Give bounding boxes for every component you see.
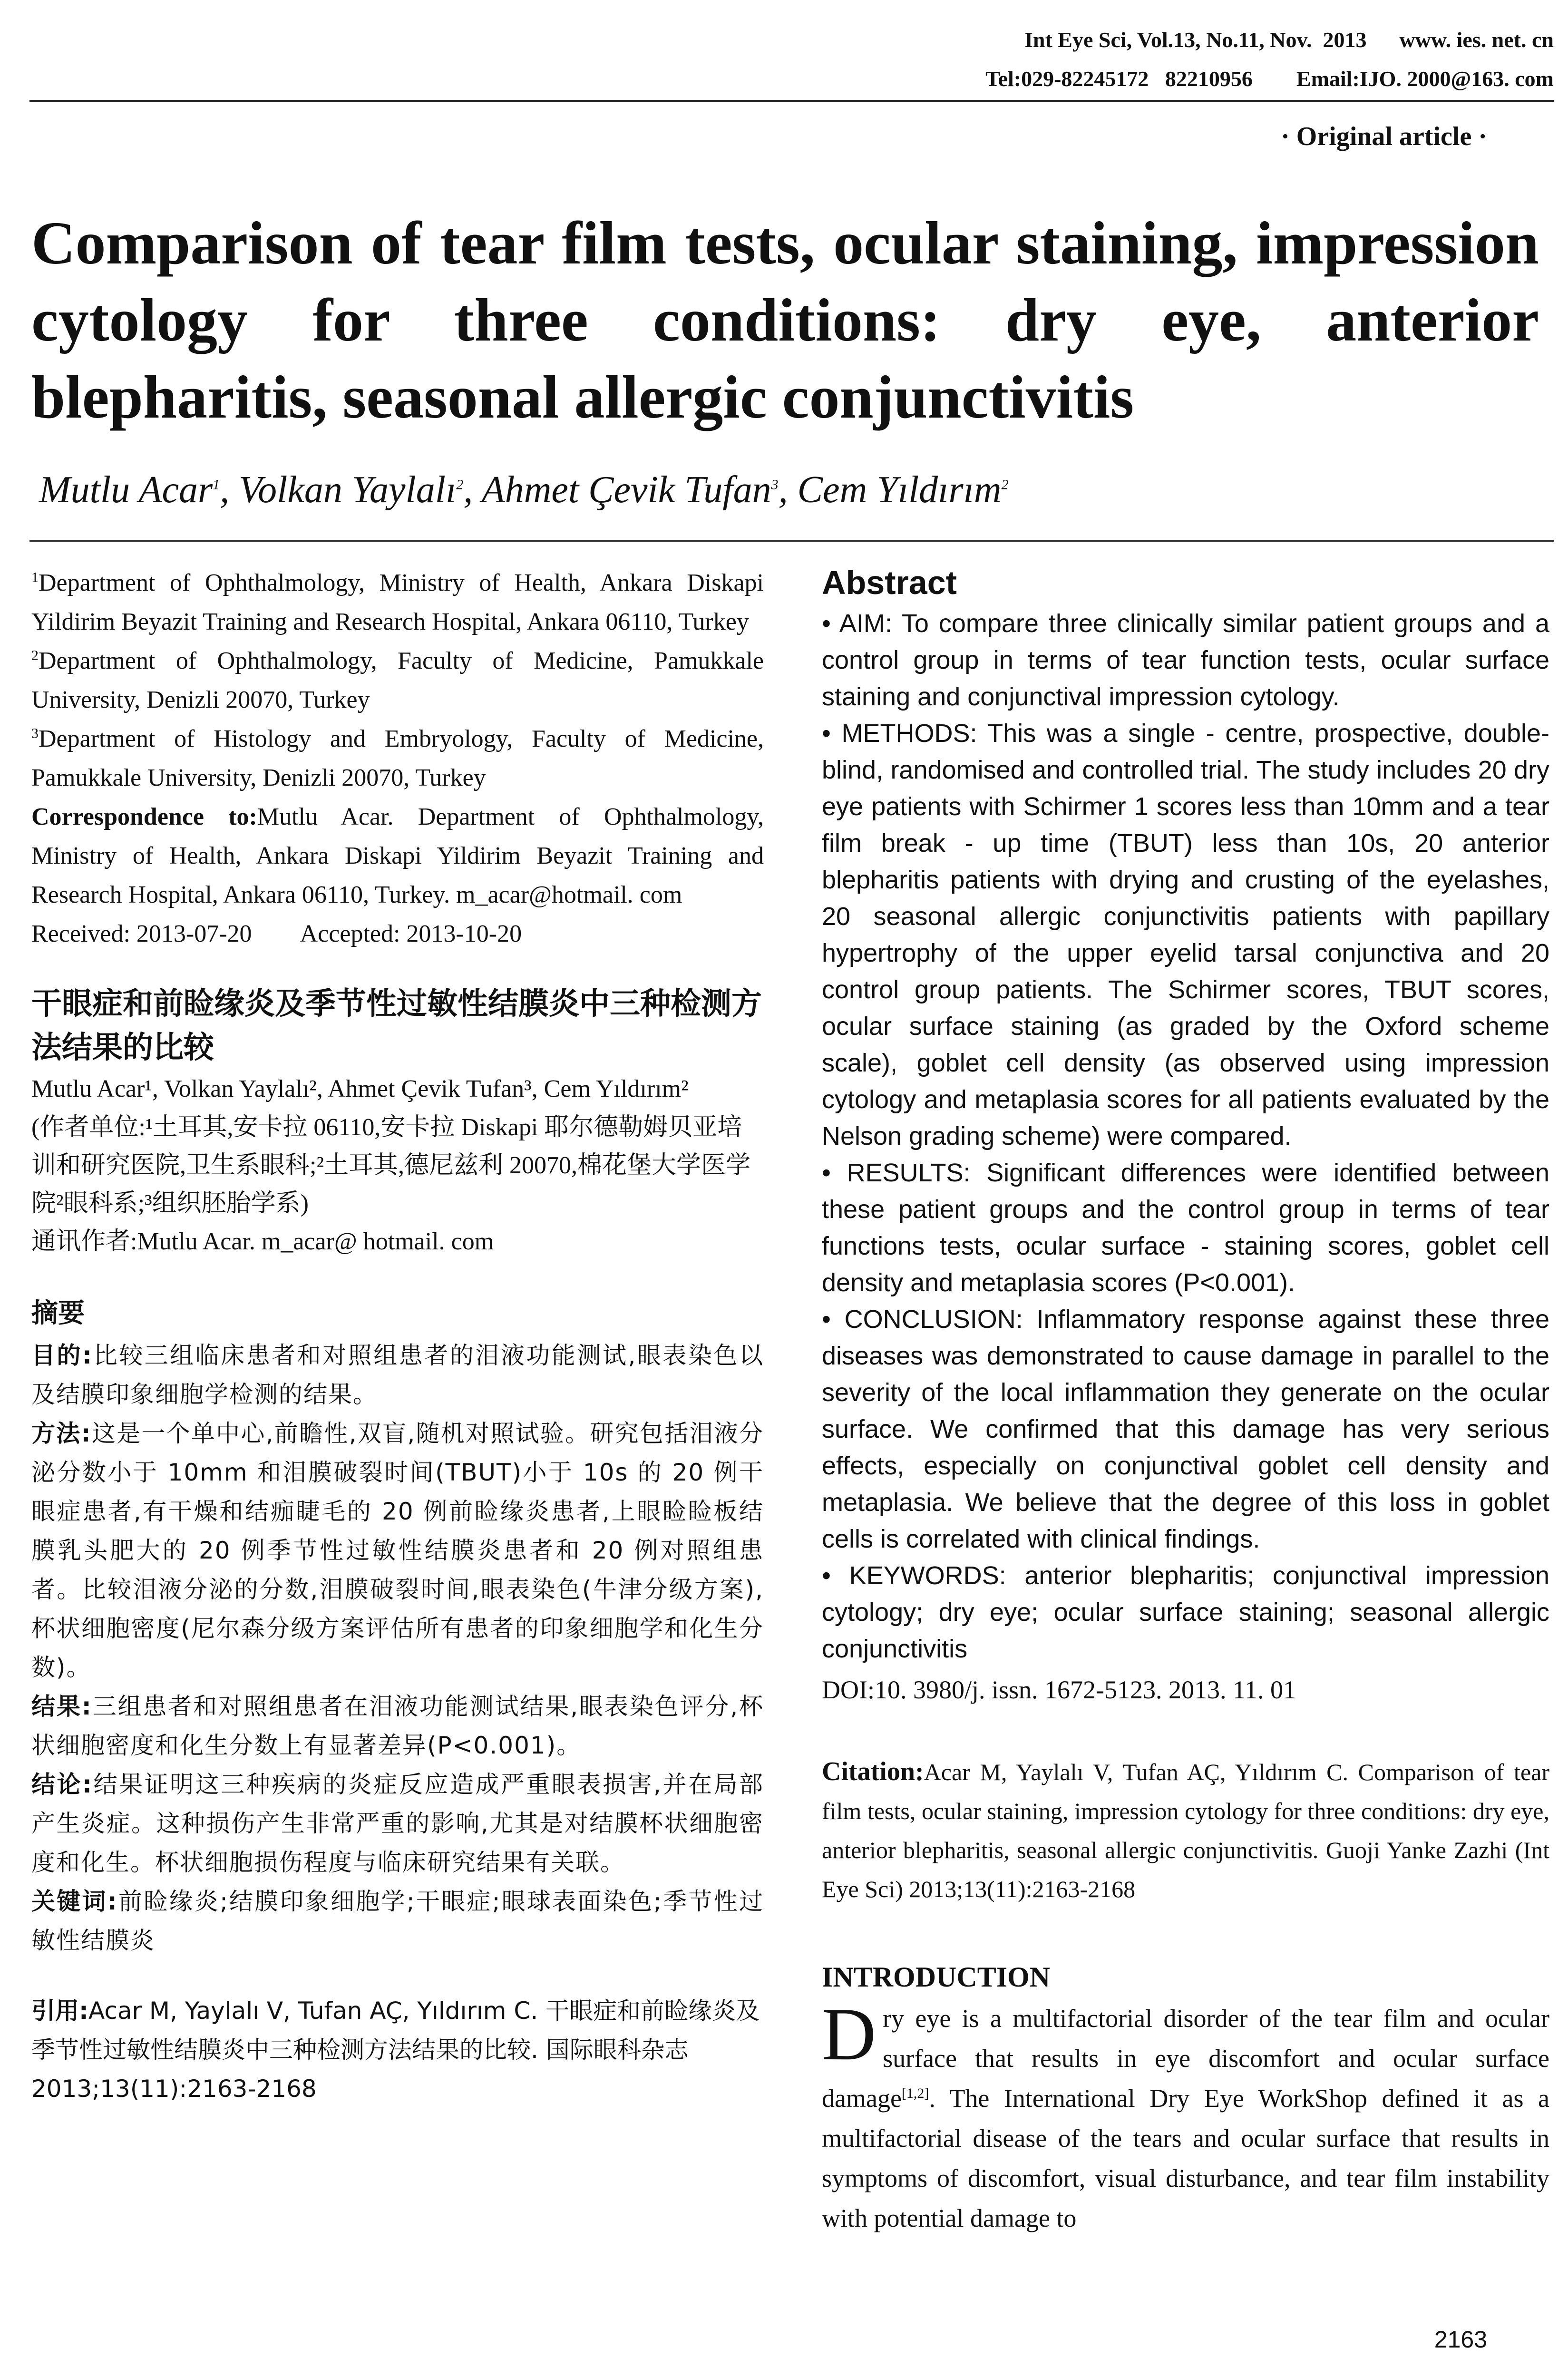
chinese-results-text: 三组患者和对照组患者在泪液功能测试结果,眼表染色评分,杯状细胞密度和化生分数上有显著差异(P<0.001)。 [31,1693,764,1759]
left-column [31,564,764,2108]
author-affiliation-mark: 2 [1001,477,1009,493]
author-name: Mutlu Acar [39,469,213,511]
abstract-results-text: Significant differences were identified between these patient groups and the control group in terms of tear functions tests, ocular surface - staining scores, goblet cell density and metaplasia scores (P<0.001). [822,1159,1549,1297]
article-title: Comparison of tear film tests, ocular staining, impression cytology for three conditions: dry eye, anterior blepharitis, seasonal allergic conjunctivitis [31,209,1539,431]
affiliation-text: Department of Ophthalmology, Ministry of Health, Ankara Diskapi Yildirim Beyazit Training and Research Hospital, Ankara 06110, Turkey [31,569,764,635]
chinese-keywords [31,1882,764,1960]
chinese-methods [31,1414,764,1687]
affiliation-mark: 2 [31,647,39,663]
abstract-heading: Abstract [822,564,957,601]
abstract-aim-label: • AIM: [822,609,892,638]
chinese-results [31,1687,764,1765]
author-affiliation-mark: 1 [213,477,220,493]
chinese-results-label: 结果: [31,1693,92,1720]
chinese-aim [31,1336,764,1414]
article-type: · Original article · [1281,122,1487,151]
reference-mark: [1,2] [901,2085,929,2101]
correspondence-text: Mutlu Acar. Department of Ophthalmology, Ministry of Health, Ankara Diskapi Yildirim Beyazit Training and Research Hospital, Ankara 06110, Turkey. m_acar@hotmail. com [31,803,764,908]
introduction-heading: INTRODUCTION [822,1961,1051,1993]
affiliation-mark: 3 [31,725,39,741]
chinese-aim-text: 比较三组临床患者和对照组患者的泪液功能测试,眼表染色以及结膜印象细胞学检测的结果。 [31,1342,764,1408]
citation-label: Citation: [822,1757,924,1786]
abstract-results [822,1155,1549,1301]
introduction-text-continued: . The International Dry Eye WorkShop defined it as a multifactorial disease of the tears and ocular surface that results in symptoms of discomfort, visual disturbance, and tear film instability with potential damage to [822,2084,1549,2232]
abstract-conclusion-text: Inflammatory response against these three diseases was demonstrated to cause damage in parallel to the severity of the local inflammation they generate on the ocular surface. We confirmed that this damage has very serious effects, especially on conjunctival goblet cell density and metaplasia. We believe that the degree of this loss in goblet cells is correlated with clinical findings. [822,1305,1549,1553]
page-number: 2163 [1434,2326,1487,2353]
author-name: , Volkan Yaylalı [220,469,457,511]
abstract-keywords [822,1558,1549,1667]
chinese-citation-text: Acar M, Yaylalı V, Tufan AÇ, Yıldırım C. 干眼症和前睑缘炎及季节性过敏性结膜炎中三种检测方法结果的比较. 国际眼科杂志 2013;13(11):2163-2168 [31,1997,760,2103]
chinese-aim-label: 目的: [31,1342,93,1369]
abstract-conclusion [822,1301,1549,1558]
affiliation-text: Department of Ophthalmology, Faculty of Medicine, Pamukkale University, Denizli 20070, Turkey [31,647,764,713]
affiliation-text: Department of Histology and Embryology, Faculty of Medicine, Pamukkale University, Denizli 20070, Turkey [31,725,764,791]
correspondence [31,798,764,915]
journal-header-line1: Int Eye Sci, Vol.13, No.11, Nov. 2013 www. ies. net. cn [1024,28,1554,52]
chinese-keywords-text: 前睑缘炎;结膜印象细胞学;干眼症;眼球表面染色;季节性过敏性结膜炎 [31,1888,764,1954]
affiliation-1 [31,564,764,642]
author-affiliation-mark: 3 [771,477,779,493]
chinese-title: 干眼症和前睑缘炎及季节性过敏性结膜炎中三种检测方法结果的比较 [31,986,762,1065]
chinese-methods-label: 方法: [31,1420,92,1447]
affiliation-3 [31,720,764,798]
correspondence-label: Correspondence to: [31,803,257,830]
chinese-conclusion-label: 结论: [31,1771,93,1798]
drop-cap: D [822,1993,877,2076]
abstract-keywords-label: • KEYWORDS: [822,1561,1006,1590]
header-divider [29,100,1554,102]
affiliation-2 [31,642,764,720]
abstract-aim-text: To compare three clinically similar patient groups and a control group in terms of tear function tests, ocular surface staining and conjunctival impression cytology. [822,609,1549,711]
abstract-keywords-text: anterior blepharitis; conjunctival impression cytology; dry eye; ocular surface staining; seasonal allergic conjunctivitis [822,1561,1549,1663]
introduction-text: ry eye is a multifactorial disorder of the tear film and ocular surface that results in eye discomfort and ocular surface damage [822,2004,1549,2113]
chinese-abstract-heading: 摘要 [31,1298,85,1329]
right-column [822,564,1549,2238]
journal-header-line2: Tel:029-82245172 82210956 Email:IJO. 2000@163. com [985,67,1554,91]
chinese-conclusion [31,1765,764,1882]
author-affiliation-mark: 2 [456,477,464,493]
author-name: , Cem Yıldırım [778,469,1002,511]
received-accepted-dates: Received: 2013-07-20 Accepted: 2013-10-20 [31,920,522,947]
chinese-affiliation: (作者单位:¹土耳其,安卡拉 06110,安卡拉 Diskapi 耶尔德勒姆贝亚培训和研究医院,卫生系眼科;²土耳其,德尼兹利 20070,棉花堡大学医学院²眼科系;³组织胚胎学系) [31,1114,751,1217]
chinese-conclusion-text: 结果证明这三种疾病的炎症反应造成严重眼表损害,并在局部产生炎症。这种损伤产生非常严重的影响,尤其是对结膜杯状细胞密度和化生。杯状细胞损伤程度与临床研究结果有关联。 [31,1771,764,1876]
chinese-citation [31,1991,764,2108]
author-name: , Ahmet Çevik Tufan [463,469,771,511]
chinese-keywords-label: 关键词: [31,1888,118,1915]
abstract-results-label: • RESULTS: [822,1159,971,1187]
title-divider [29,540,1554,542]
abstract-methods [822,715,1549,1155]
abstract-methods-label: • METHODS: [822,719,977,748]
abstract-methods-text: This was a single - centre, prospective, double-blind, randomised and controlled trial. The study includes 20 dry eye patients with Schirmer 1 scores less than 10mm and a tear film break - up time (TBUT) less than 10s, 20 anterior blepharitis patients with drying and crusting of the eyelashes, 20 seasonal allergic conjunctivitis patients with papillary hypertrophy of the upper eyelid tarsal conjunctiva and 20 control group patients. The Schirmer scores, TBUT scores, ocular surface staining (as graded by the Oxford scheme scale), goblet cell density (as observed using impression cytology and metaplasia scores for all patients evaluated by the Nelson grading scheme) were compared. [822,719,1549,1150]
citation [822,1752,1549,1909]
chinese-correspondence: 通讯作者:Mutlu Acar. m_acar@ hotmail. com [31,1228,494,1255]
introduction-paragraph [822,1993,1549,2238]
chinese-methods-text: 这是一个单中心,前瞻性,双盲,随机对照试验。研究包括泪液分泌分数小于 10mm 和泪膜破裂时间(TBUT)小于 10s 的 20 例干眼症患者,有干燥和结痂睫毛的 20 例前睑缘炎患者,上眼睑睑板结膜乳头肥大的 20 例季节性过敏性结膜炎患者和 20 例对照组患者。比较泪液分泌的分数,泪膜破裂时间,眼表染色(牛津分级方案),杯状细胞密度(尼尔森分级方案评估所有患者的印象细胞学和化生分数)。 [31,1420,764,1681]
doi: DOI:10. 3980/j. issn. 1672-5123. 2013. 11. 01 [822,1676,1296,1704]
affiliation-mark: 1 [31,569,39,585]
abstract-aim [822,605,1549,715]
chinese-citation-label: 引用: [31,1997,88,2025]
abstract-conclusion-label: • CONCLUSION: [822,1305,1023,1334]
author-list [39,468,1009,512]
chinese-authors: Mutlu Acar¹, Volkan Yaylalı², Ahmet Çevik Tufan³, Cem Yıldırım² [31,1075,689,1102]
citation-text: Acar M, Yaylalı V, Tufan AÇ, Yıldırım C. Comparison of tear film tests, ocular staining, impression cytology for three conditions: dry eye, anterior blepharitis, seasonal allergic conjunctivitis. Guoji Yanke Zazhi (Int Eye Sci) 2013;13(11):2163-2168 [822,1759,1549,1902]
